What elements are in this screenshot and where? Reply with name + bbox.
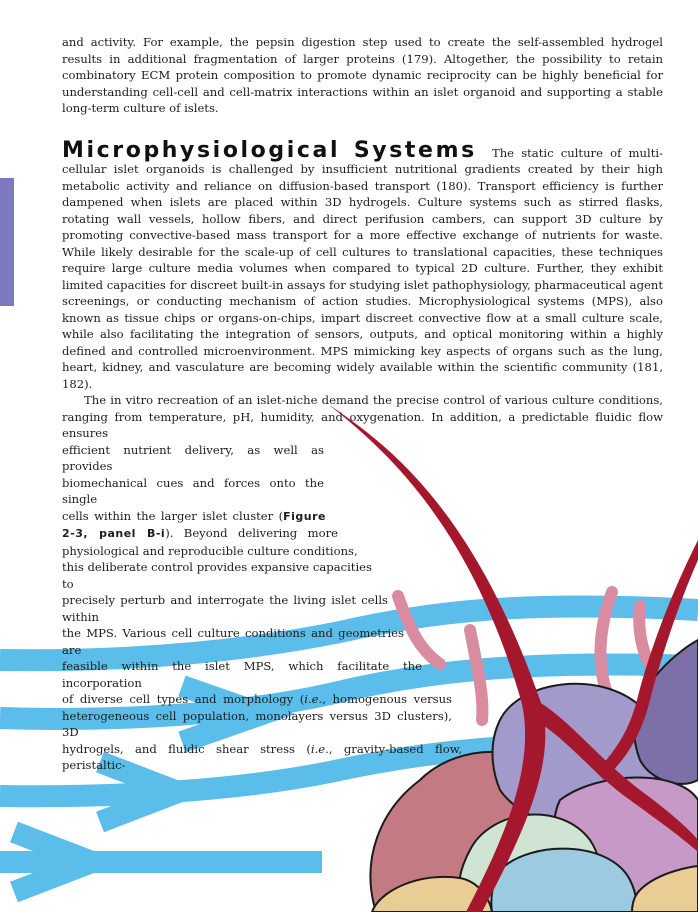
wrapped-line: 2-3, panel B-i). Beyond delivering more [62, 526, 338, 540]
figure-reference: Figure [283, 509, 326, 523]
wrapped-line: the MPS. Various cell culture conditions and geometries are [62, 626, 404, 657]
wrapped-line: biomechanical cues and forces onto the single [62, 475, 324, 506]
section-paragraph-text: The static culture of multi-cellular islet organoids is challenged by insufficient nutritional gradients created by their high metabolic activity and reliance on diffusion-based transport (180). Transport efficiency is further dampened when islets are placed within 3D hydrogels. Culture systems such as stirred flasks, rotating wall vessels, hollow fibers, and direct perifusion cambers, can support 3D culture by promoting convective-based mass transport for a more effective exchange of nutrients for waste. While likely desirable for the scale-up of cell cultures to translational capacities, these techniques require large culture media volumes when compared to typical 2D culture. Further, they exhibit limited capacities for discreet built-in assays for studying islet pathophysiology, pharmaceutical agent screenings, or conducting mechanism of action studies. Microphysiological systems (MPS), also known as tissue chips or organs-on-chips, impart discreet convective flow at a small culture scale, while also facilitating the integration of sensors, outputs, and optical monitoring within a highly defined and controlled microenvironment. MPS mimicking key aspects of organs such as the lung, heart, kidney, and vasculature are becoming widely available within the scientific community (181, 182). [62, 145, 664, 391]
wrapped-line: of diverse cell types and morphology (i.e., homogenous versus [62, 692, 452, 706]
second-paragraph: The in vitro recreation of an islet-niche demand the precise control of various culture conditions, ranging from temperature, pH, humidity, and oxygenation. In addition, a predictable fluidic flow ensures [62, 393, 663, 440]
wrapped-line: hydrogels, and fluidic shear stress (i.e., gravity-based flow, peristaltic- [62, 741, 462, 772]
section-heading: Microphysiological Systems [62, 137, 477, 163]
wrapped-line: feasible within the islet MPS, which facilitate the incorporation [62, 659, 422, 690]
article-body [62, 34, 663, 774]
wrapped-line: heterogeneous cell population, monolayers versus 3D clusters), 3D [62, 708, 452, 739]
wrapped-line: physiological and reproducible culture conditions, [62, 543, 358, 558]
wrapped-text-block [62, 442, 663, 774]
wrapped-line: this deliberate control provides expansive capacities to [62, 560, 372, 591]
wrapped-line: efficient nutrient delivery, as well as provides [62, 442, 324, 473]
section-paragraph [62, 137, 664, 393]
wrapped-line: precisely perturb and interrogate the living islet cells within [62, 593, 388, 624]
wrapped-line: cells within the larger islet cluster (Figure [62, 508, 326, 523]
intro-paragraph: and activity. For example, the pepsin digestion step used to create the self-assembled hydrogel results in additional fragmentation of larger proteins (179). Altogether, the possibility to retain combinatory ECM protein composition to promote dynamic reciprocity can be highly beneficial for understanding cell-cell and cell-matrix interactions within an islet organoid and supporting a stable long-term culture of islets. [62, 35, 663, 115]
figure-reference: 2-3, panel B-i [62, 527, 166, 540]
